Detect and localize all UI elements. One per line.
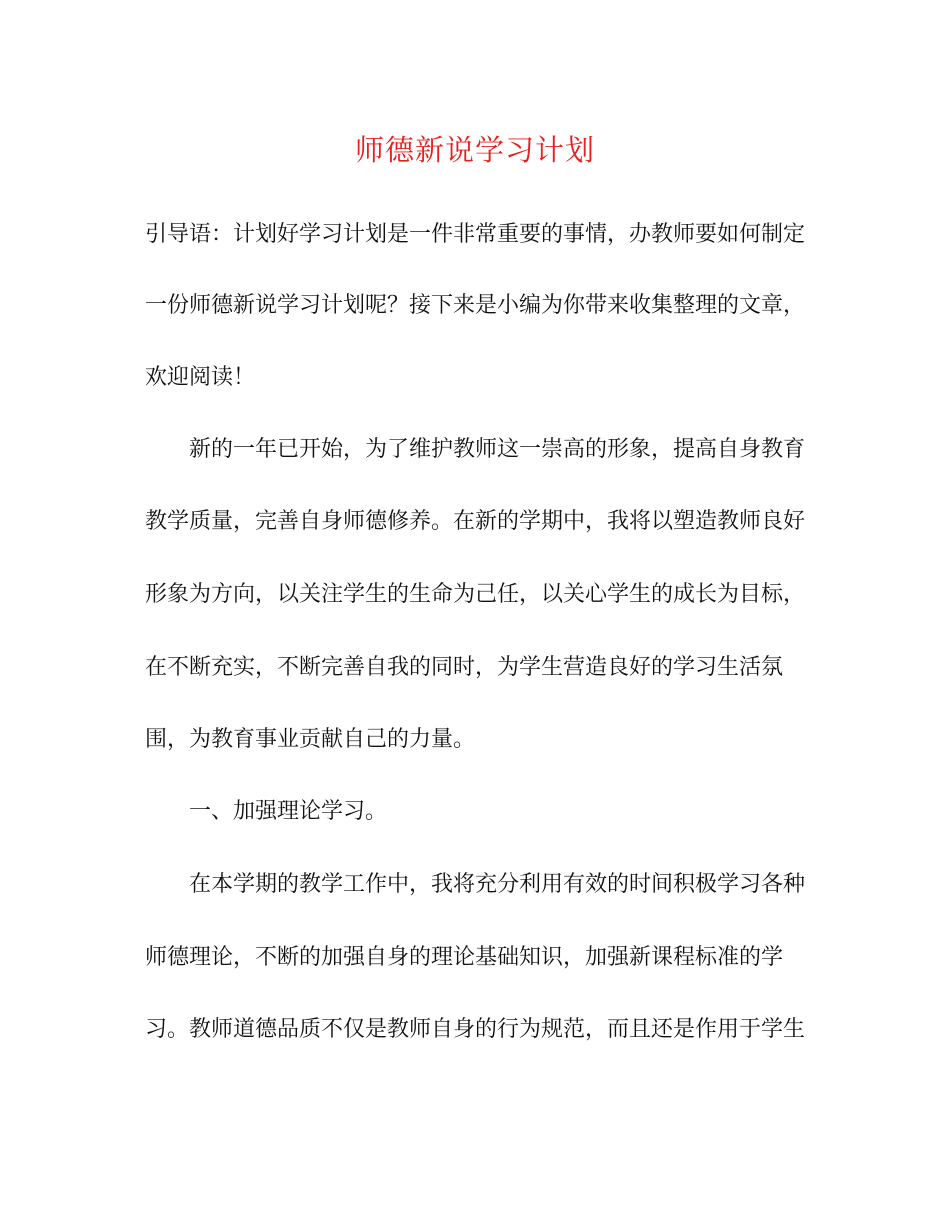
section-heading-1: 一、加强理论学习。: [189, 799, 388, 824]
intro-line-3: 欢迎阅读！: [145, 365, 256, 390]
paragraph-1-line-4: 在不断充实，不断完善自我的同时，为学生营造良好的学习生活氛: [145, 655, 784, 680]
paragraph-2-line-3: 习。教师道德品质不仅是教师自身的行为规范，而且还是作用于学生: [145, 1017, 806, 1042]
paragraph-2-line-1: 在本学期的教学工作中，我将充分利用有效的时间积极学习各种: [189, 872, 806, 897]
document-title: 师德新说学习计划: [354, 133, 595, 167]
intro-line-2: 一份师德新说学习计划呢？接下来是小编为你带来收集整理的文章，: [145, 293, 806, 318]
paragraph-1-line-5: 围，为教育事业贡献自己的力量。: [145, 727, 476, 752]
paragraph-1-line-1: 新的一年已开始，为了维护教师这一崇高的形象，提高自身教育: [189, 437, 806, 462]
paragraph-1-line-2: 教学质量，完善自身师德修养。在新的学期中，我将以塑造教师良好: [145, 509, 806, 534]
paragraph-1-line-3: 形象为方向，以关注学生的生命为己任，以关心学生的成长为目标，: [145, 582, 806, 607]
intro-line-1: 引导语：计划好学习计划是一件非常重要的事情，办教师要如何制定: [145, 222, 806, 247]
paragraph-2-line-2: 师德理论，不断的加强自身的理论基础知识，加强新课程标准的学: [145, 945, 784, 970]
